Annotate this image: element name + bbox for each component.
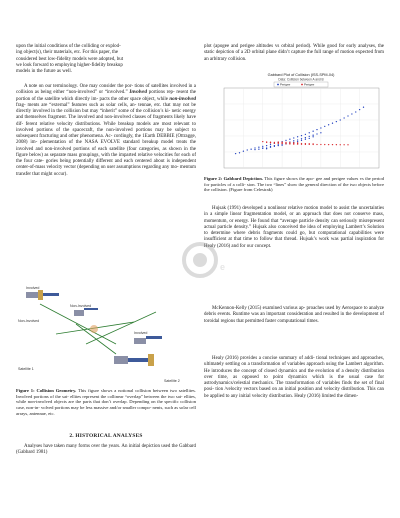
paragraph-line: we look forward to employing higher-fidelity breakup	[16, 62, 123, 68]
left-paragraph-2	[16, 84, 196, 178]
scatter-point-series-2	[289, 142, 290, 143]
scatter-point-series-2	[281, 142, 282, 143]
scatter-point-series-1	[309, 132, 310, 133]
gabbard-chart	[204, 70, 384, 174]
scatter-point-series-2	[262, 141, 263, 142]
scatter-point-series-1	[301, 140, 302, 141]
scatter-point-series-2	[270, 142, 271, 143]
scatter-point-series-1	[266, 145, 267, 146]
paragraph-line: upon the initial conditions of the colliding or explod-	[16, 44, 121, 49]
scatter-point-series-2	[266, 141, 267, 142]
scatter-point-series-1	[312, 131, 313, 132]
scatter-point-series-2	[343, 144, 344, 145]
scatter-point-series-1	[305, 134, 306, 135]
figure1-label-involved: Involved	[26, 286, 40, 290]
figure1-label-noninvolved: Non-Involved	[18, 319, 40, 323]
scatter-point-series-1	[247, 149, 248, 150]
paragraph-line: considered best low-fidelity models were adopted, but	[16, 56, 124, 62]
scatter-point-series-1	[320, 127, 321, 128]
scatter-point-series-1	[328, 124, 329, 125]
scatter-point-series-1	[262, 146, 263, 147]
scatter-point-series-1	[281, 145, 282, 146]
scatter-point-series-1	[301, 135, 302, 136]
watermark-text: e	[220, 262, 226, 272]
figure-1-caption-text: This figure shows a notional collision between two satellites. Involved portions of the sat- ellites represent the collinear “overlap” between the two sat- ellites, while non-involved objects are the parts that don’t overlap. Depending on the specific collision case, non-in- volved portions may be less massive and/or smaller compo- nents, such as solar cell arrays, antennae, etc.	[16, 388, 196, 416]
paragraph-line: models in the future as well.	[16, 69, 72, 74]
scatter-point-series-1	[305, 137, 306, 138]
scatter-point-series-1	[320, 132, 321, 133]
figure1-label-noninvolved: Non-Involved	[70, 304, 92, 308]
scatter-point-series-1	[316, 133, 317, 134]
figure-2	[204, 70, 384, 174]
scatter-point-series-1	[266, 147, 267, 148]
scatter-point-series-1	[258, 149, 259, 150]
right-paragraph-2: Hujsak (1991) developed a nonlinear relative motion model to assist the uncertainties in a simple linear fragmentation model, or an approach that does not conserve mass, momentum, or energy. He found that “average particle density can seriously misrepresent actual particle density.” Hujsak also conceived the idea of employing Lambert’s Solution to determine where debris fragments could go, but computational capabilities were insufficient at that time to follow that thread. Hujsak’s work was partial inspiration for Healy (2016) and for our concept.	[204, 206, 384, 249]
chart-subtitle: Data: Collision between A and B	[278, 77, 324, 82]
scatter-point-series-2	[278, 141, 279, 142]
scatter-point-series-1	[270, 147, 271, 148]
collision-geometry-illustration	[16, 284, 196, 384]
noninvolved-term: non-involved	[169, 96, 196, 102]
figure-1	[16, 284, 196, 384]
right-paragraph-3: McKennon-Kelly (2015) examined various ap- proaches used by Aerospace to analyze debris events. Runtime was an important consideration and resulted in the development of toroidal regions that permitted faster computational times.	[204, 306, 384, 324]
scatter-point-series-2	[347, 144, 348, 145]
legend-marker-blue	[277, 84, 279, 86]
scatter-point-series-1	[324, 126, 325, 127]
collision-point-icon	[90, 325, 98, 333]
legend-label: Perigee	[304, 82, 315, 87]
scatter-point-series-1	[305, 139, 306, 140]
scatter-point-series-1	[250, 149, 251, 150]
scatter-point-series-1	[289, 139, 290, 140]
figure-2-caption-text: This figure shows the apo- gee and perigee values vs the period for particles of a colli- sion. The two “lines” show the general direction of the two objects before the collision. (Figure from Celestrak)	[204, 176, 384, 193]
figure1-label-satellite-1: Satellite 1	[18, 367, 34, 371]
scatter-point-series-1	[254, 149, 255, 150]
legend-label: Perigee	[280, 82, 291, 87]
legend-marker-red	[301, 84, 303, 86]
scatter-point-series-1	[239, 152, 240, 153]
scatter-point-series-1	[312, 135, 313, 136]
watermark-logo	[180, 240, 270, 280]
right-paragraph-1: plot (apogee and perigee altitudes vs orbital period). While good for early analyses, the static depiction of a 2D orbital plane didn’t capture the full range of motion expected from an arbitrary collision.	[204, 44, 384, 62]
scatter-point-series-1	[301, 138, 302, 139]
watermark-icon	[180, 240, 270, 280]
scatter-point-series-2	[297, 142, 298, 143]
scatter-point-series-1	[343, 117, 344, 118]
scatter-point-series-1	[355, 111, 356, 112]
scatter-point-series-2	[328, 144, 329, 145]
scatter-point-series-1	[309, 136, 310, 137]
figure-2-caption	[204, 176, 384, 193]
figure1-label-involved: Involved	[134, 331, 148, 335]
scatter-point-series-1	[270, 144, 271, 145]
scatter-point-series-1	[293, 140, 294, 141]
scatter-point-series-2	[274, 142, 275, 143]
scatter-point-series-1	[274, 146, 275, 147]
scatter-point-series-1	[235, 153, 236, 154]
figure-1-caption-title: Figure 1: Collision Geometry.	[16, 388, 77, 393]
scatter-point-series-1	[285, 140, 286, 141]
right-paragraph-4: Healy (2016) provides a concise summary of addi- tional techniques and approaches, ultimately settling on a transformation of variables approach using the Lambert algorithm. He introduces the concept of closed dynamics and the evolution of a density distribution over time, as opposed to point dynamics which is the usual case for astrodynamics/celestial mechanics. The transformation of variables finds the set of final posi- tion /velocity vectors based on an initial position and velocity distribution. This can be applied to any initial velocity distribution. Healy (2016) limited the dimen-	[204, 356, 384, 399]
scatter-point-series-1	[340, 119, 341, 120]
scatter-point-series-2	[336, 144, 337, 145]
scatter-point-series-2	[301, 143, 302, 144]
scatter-point-series-1	[297, 139, 298, 140]
involved-term: Involved	[129, 90, 147, 96]
p2-text-c: frag- ments are “external” features such as solar cells, an- tennae, etc. that may not be directly involved in the collision but may “inherit” some of the collision’s ki- netic energy and themselves fragment. The involved and non-involved classes of fragments likely have dif- ferent relative velocity distributions. While breakup models are most relevant to involved portions of the spacecraft, the non-involved portions may be subject to subsequent fracturing and other phenomena. Ac- cordingly, the 1Earth DEBBIE (Ottragge, 2008) im- plementation of the NASA EVOLVE standard breakup model treats the involved and non-involved portions of each satellite (four categories, as shown in the figure below) as separate mass groupings, with the imparted relative velocities for each of the four cate- gories being potentially different and each centered about is independent center-of-mass velocity vector (depending on user assumptions regarding any mo- mentum transfer that might occur).	[16, 102, 196, 177]
scatter-point-series-1	[363, 107, 364, 108]
scatter-point-series-1	[293, 137, 294, 138]
scatter-point-series-2	[316, 144, 317, 145]
scatter-point-series-1	[359, 109, 360, 110]
left-paragraph-1	[16, 44, 196, 75]
scatter-point-series-2	[309, 143, 310, 144]
figure-1-caption	[16, 388, 196, 417]
scatter-point-series-1	[309, 138, 310, 139]
scatter-point-series-2	[305, 143, 306, 144]
scatter-point-series-2	[340, 144, 341, 145]
scatter-point-series-1	[297, 136, 298, 137]
p2-text-b: portions rep- resent the portion of the satellite which directly im- pacts the other space object, while	[16, 90, 196, 102]
section-heading: 2. HISTORICAL ANALYSES	[69, 433, 143, 439]
scatter-point-series-2	[285, 142, 286, 143]
scatter-point-series-1	[332, 123, 333, 124]
scatter-point-series-1	[258, 147, 259, 148]
scatter-point-series-2	[324, 144, 325, 145]
scatter-point-series-1	[278, 145, 279, 146]
scatter-point-series-1	[316, 129, 317, 130]
scatter-point-series-1	[347, 115, 348, 116]
scatter-point-series-1	[262, 148, 263, 149]
scatter-point-series-1	[336, 121, 337, 122]
scatter-point-series-2	[332, 144, 333, 145]
scatter-point-series-1	[312, 136, 313, 137]
scatter-point-series-2	[312, 143, 313, 144]
p2-text-a: A note on our terminology. One may consider the por- tions of satellites involved in a collision as being either “non-involved” or “involved.”	[16, 84, 196, 96]
scatter-point-series-2	[320, 144, 321, 145]
scatter-point-series-1	[243, 151, 244, 152]
scatter-point-series-1	[297, 141, 298, 142]
paragraph-line: ing object(s), their materials, etc. For this paper, the	[16, 50, 119, 56]
scatter-point-series-1	[254, 147, 255, 148]
scatter-point-series-1	[351, 113, 352, 114]
scatter-point-series-2	[293, 142, 294, 143]
figure-2-caption-title: Figure 2: Gabbard Depiction.	[204, 176, 263, 181]
chart-title: Gabbard Plot of Collision (ISS-SPM-04)	[267, 73, 335, 77]
figure1-label-satellite-2: Satellite 2	[164, 379, 180, 383]
left-paragraph-3: Analyses have taken many forms over the years. An initial depiction used the Gabbard (Gabbard 1981)	[16, 444, 196, 456]
